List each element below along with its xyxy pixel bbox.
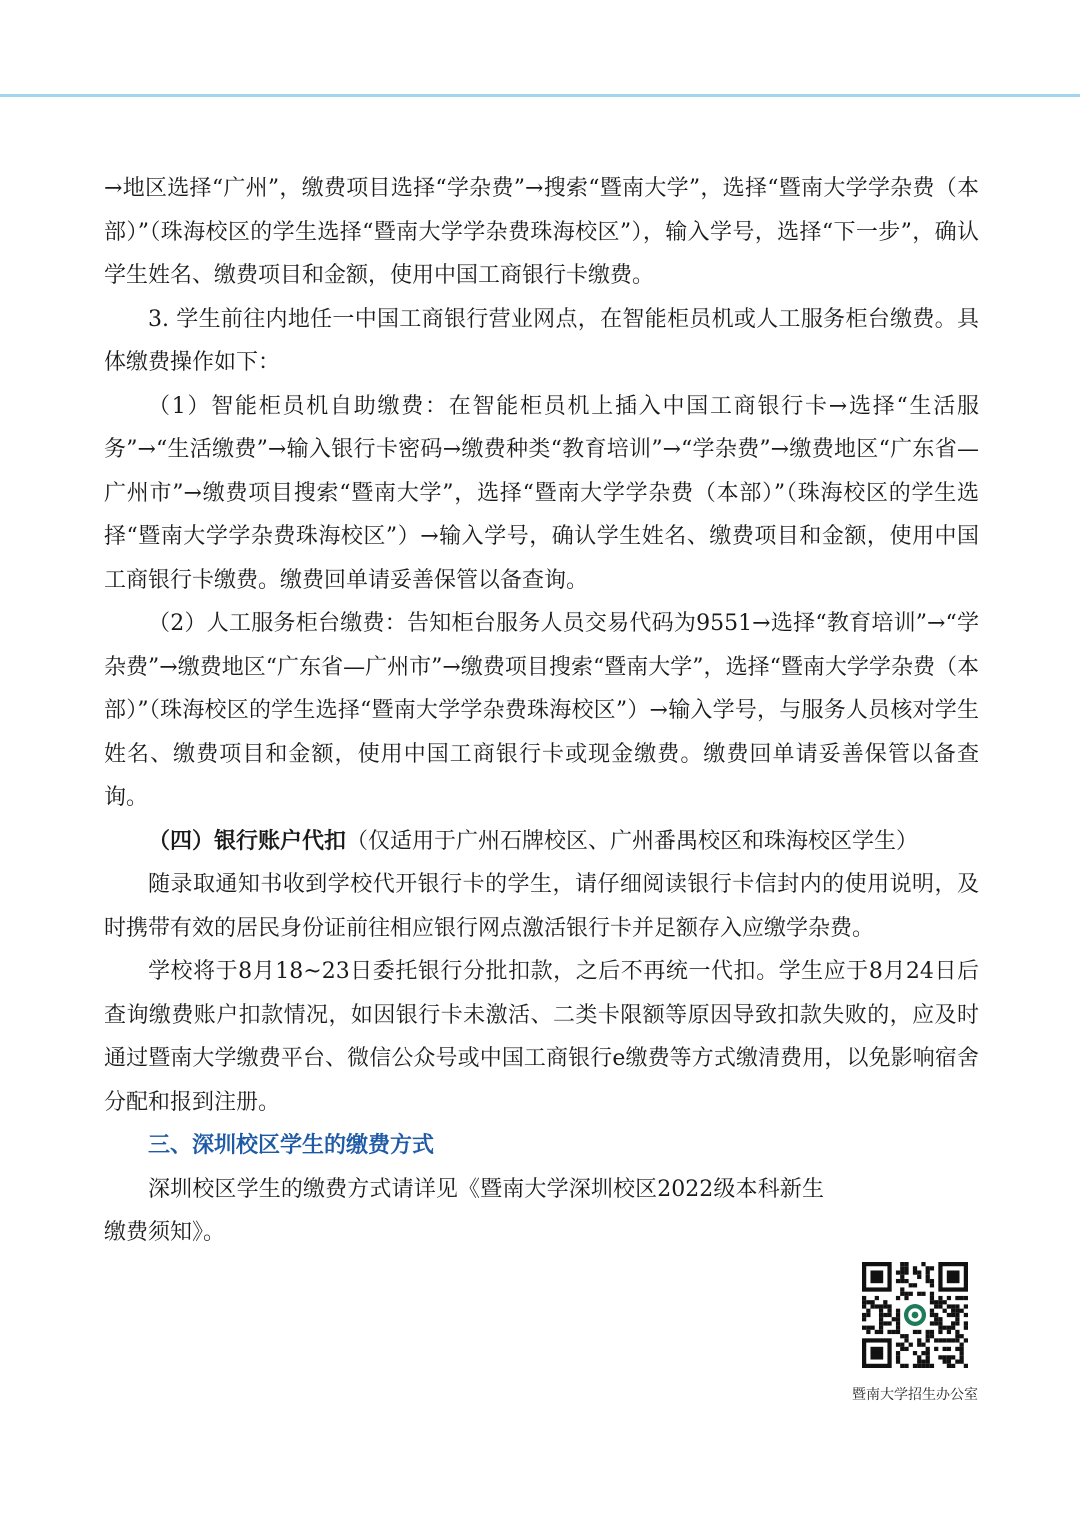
qr-module [943,1360,947,1364]
document-body [104,167,979,1255]
qr-caption: 暨南大学招生办公室 [852,1387,978,1403]
qr-module [955,1321,959,1325]
qr-module [896,1309,900,1313]
qr-module [930,1313,934,1317]
qr-module [913,1266,917,1270]
qr-module [900,1343,904,1347]
qr-module [926,1360,930,1364]
qr-module [879,1321,883,1325]
qr-module [960,1343,964,1347]
section-heading-shenzhen: 三、深圳校区学生的缴费方式 [148,1132,435,1158]
qr-module [904,1334,908,1338]
qr-module [896,1313,900,1317]
qr-module [947,1364,951,1368]
qr-module [951,1326,955,1330]
qr-module [926,1266,930,1270]
qr-module [930,1300,934,1304]
qr-module [862,1304,866,1308]
qr-module [917,1364,921,1368]
qr-code [862,1262,968,1368]
qr-module [951,1338,955,1342]
qr-module [909,1343,913,1347]
qr-module [955,1360,959,1364]
qr-module [955,1317,959,1321]
qr-module [930,1309,934,1313]
qr-module [862,1300,866,1304]
qr-module [887,1313,891,1317]
qr-module [913,1351,917,1355]
qr-module [930,1296,934,1300]
qr-module [909,1292,913,1296]
qr-module [900,1334,904,1338]
qr-module [870,1326,874,1330]
qr-module [896,1317,900,1321]
qr-module [875,1330,879,1334]
qr-module [862,1317,866,1321]
qr-module [934,1338,938,1342]
qr-module [926,1270,930,1274]
qr-module [917,1338,921,1342]
qr-module [964,1321,968,1325]
qr-module [887,1330,891,1334]
qr-module [870,1300,874,1304]
qr-module [938,1330,942,1334]
qr-module [896,1351,900,1355]
qr-module [879,1317,883,1321]
qr-module [938,1326,942,1330]
qr-module [955,1338,959,1342]
qr-module [900,1262,904,1266]
qr-module [934,1321,938,1325]
qr-module [930,1364,934,1368]
qr-module [926,1355,930,1359]
qr-module [904,1292,908,1296]
qr-module [900,1292,904,1296]
paragraph-bank-deduction-heading [104,820,979,864]
qr-module [866,1330,870,1334]
qr-module [866,1326,870,1330]
qr-module [879,1309,883,1313]
qr-module [917,1343,921,1347]
qr-module [896,1343,900,1347]
qr-module [887,1309,891,1313]
qr-module [926,1275,930,1279]
qr-module [883,1313,887,1317]
qr-module [913,1270,917,1274]
qr-module [896,1326,900,1330]
qr-module [904,1279,908,1283]
qr-module [938,1300,942,1304]
qr-module [934,1317,938,1321]
qr-module [955,1330,959,1334]
qr-module [947,1347,951,1351]
qr-module [896,1321,900,1325]
qr-module [900,1347,904,1351]
qr-module [951,1304,955,1308]
qr-module [947,1313,951,1317]
qr-module [900,1364,904,1368]
paragraph-atm-payment: （1）智能柜员机自助缴费：在智能柜员机上插入中国工商银行卡→选择“生活服务”→“生活缴费”→输入银行卡密码→缴费种类“教育培训”→“学杂费”→缴费地区“广东省—广州市”→缴费项目搜索“暨南大学”，选择“暨南大学学杂费（本部）”（珠海校区的学生选择“暨南大学学杂费珠海校区”）→输入学号，确认学生姓名、缴费项目和金额，使用中国工商银行卡缴费。缴费回单请妥善保管以备查询。 [104,393,979,593]
qr-module [883,1304,887,1308]
paragraph-bank-card: 随录取通知书收到学校代开银行卡的学生，请仔细阅读银行卡信封内的使用说明，及时携带有效的居民身份证前往相应银行网点激活银行卡并足额存入应缴学杂费。 [104,872,979,941]
qr-code-icon [862,1262,968,1368]
qr-module [921,1292,925,1296]
qr-module [930,1321,934,1325]
qr-module [926,1279,930,1283]
qr-module [964,1364,968,1368]
qr-module [930,1334,934,1338]
qr-module [938,1338,942,1342]
qr-center-logo-icon [902,1302,927,1327]
qr-module [883,1300,887,1304]
qr-module [930,1330,934,1334]
qr-module [955,1347,959,1351]
qr-module [870,1304,874,1308]
qr-module [896,1279,900,1283]
qr-module [909,1283,913,1287]
qr-module [921,1351,925,1355]
qr-module [917,1292,921,1296]
qr-module [951,1355,955,1359]
qr-module [896,1360,900,1364]
qr-module [862,1296,866,1300]
top-divider [0,94,1080,97]
qr-module [960,1347,964,1351]
qr-module [875,1304,879,1308]
qr-module [947,1304,951,1308]
qr-module [964,1338,968,1342]
qr-module [934,1347,938,1351]
paragraph-deduction-schedule: 学校将于8月18~23日委托银行分批扣款，之后不再统一代扣。学生应于8月24日后查询缴费账户扣款情况，如因银行卡未激活、二类卡限额等原因导致扣款失败的，应及时通过暨南大学缴费平台、微信公众号或中国工商银行e缴费等方式缴清费用，以免影响宿舍分配和报到注册。 [104,959,979,1115]
qr-module [938,1355,942,1359]
qr-module [930,1283,934,1287]
qr-module [947,1296,951,1300]
qr-module [960,1309,964,1313]
qr-module [887,1321,891,1325]
qr-module [951,1309,955,1313]
qr-module [955,1304,959,1308]
qr-module [938,1321,942,1325]
qr-module [921,1262,925,1266]
qr-module [938,1317,942,1321]
qr-module [955,1296,959,1300]
qr-module [943,1355,947,1359]
qr-module [955,1334,959,1338]
qr-module [904,1364,908,1368]
qr-module [904,1338,908,1342]
qr-module [926,1334,930,1338]
qr-module [926,1347,930,1351]
qr-module [964,1304,968,1308]
qr-module [900,1275,904,1279]
qr-module [913,1330,917,1334]
qr-module [926,1330,930,1334]
qr-module [917,1330,921,1334]
qr-module [866,1300,870,1304]
qr-module [904,1347,908,1351]
qr-finder-bottom-left [862,1338,892,1368]
qr-module [947,1326,951,1330]
qr-module [879,1304,883,1308]
qr-module [930,1279,934,1283]
qr-module [964,1296,968,1300]
qr-finder-top-left [862,1262,892,1292]
qr-module [947,1360,951,1364]
qr-finder-top-right [938,1262,968,1292]
qr-module [926,1364,930,1368]
qr-module [900,1279,904,1283]
qr-module [896,1296,900,1300]
paragraph-counter-payment: （2）人工服务柜台缴费：告知柜台服务人员交易代码为9551→选择“教育培训”→“学杂费”→缴费地区“广东省—广州市”→缴费项目搜索“暨南大学”，选择“暨南大学学杂费（本部）”（珠海校区的学生选择“暨南大学学杂费珠海校区”）→输入学号，与服务人员核对学生姓名、缴费项目和金额，使用中国工商银行卡或现金缴费。缴费回单请妥善保管以备查询。 [104,611,979,810]
qr-module [934,1300,938,1304]
qr-module [960,1351,964,1355]
qr-module [951,1313,955,1317]
qr-module [930,1292,934,1296]
qr-module [913,1283,917,1287]
qr-module [883,1321,887,1325]
qr-module [917,1270,921,1274]
paragraph-item-3: 3. 学生前往内地任一中国工商银行营业网点，在智能柜员机或人工服务柜台缴费。具体缴费操作如下： [104,306,979,375]
qr-module [943,1326,947,1330]
qr-module [892,1330,896,1334]
qr-module [951,1321,955,1325]
qr-module [947,1338,951,1342]
qr-module [926,1338,930,1342]
qr-module [904,1266,908,1270]
qr-module [943,1338,947,1342]
qr-module [930,1266,934,1270]
qr-module [904,1270,908,1274]
qr-module [938,1296,942,1300]
qr-module [917,1355,921,1359]
qr-module [887,1304,891,1308]
qr-module [900,1266,904,1270]
qr-module [955,1309,959,1313]
qr-module [879,1313,883,1317]
qr-module [943,1347,947,1351]
qr-module [917,1275,921,1279]
qr-module [947,1330,951,1334]
qr-module [900,1287,904,1291]
qr-module [921,1360,925,1364]
qr-module [960,1355,964,1359]
qr-module [938,1304,942,1308]
qr-module [900,1270,904,1274]
paragraph-continuation: →地区选择“广州”，缴费项目选择“学杂费”→搜索“暨南大学”，选择“暨南大学学杂费（本部）”（珠海校区的学生选择“暨南大学学杂费珠海校区”），输入学号，选择“下一步”，确认学生姓名、缴费项目和金额，使用中国工商银行卡缴费。 [104,176,979,288]
qr-module [926,1351,930,1355]
qr-module [879,1330,883,1334]
qr-module [896,1355,900,1359]
qr-module [955,1313,959,1317]
qr-module [947,1355,951,1359]
qr-module [904,1296,908,1300]
qr-module [866,1313,870,1317]
qr-module [943,1309,947,1313]
qr-module [951,1364,955,1368]
qr-module [879,1326,883,1330]
qr-module [892,1317,896,1321]
qr-module [866,1309,870,1313]
qr-module [862,1326,866,1330]
qr-module [917,1360,921,1364]
qr-module [960,1360,964,1364]
qr-module [964,1313,968,1317]
bank-deduction-title: （四）银行账户代扣 [148,827,347,854]
paragraph-shenzhen: 深圳校区学生的缴费方式请详见《暨南大学深圳校区2022级本科新生缴费须知》。 [104,1176,824,1245]
qr-module [862,1313,866,1317]
bank-deduction-scope: （仅适用于广州石牌校区、广州番禺校区和珠海校区学生） [346,828,919,854]
qr-module [960,1334,964,1338]
qr-module [960,1296,964,1300]
qr-module [943,1300,947,1304]
qr-module [934,1304,938,1308]
qr-module [921,1343,925,1347]
qr-module [875,1296,879,1300]
qr-module [964,1326,968,1330]
qr-module [921,1364,925,1368]
qr-module [913,1364,917,1368]
qr-module [904,1262,908,1266]
qr-module [934,1313,938,1317]
qr-module [896,1270,900,1274]
qr-module [896,1330,900,1334]
